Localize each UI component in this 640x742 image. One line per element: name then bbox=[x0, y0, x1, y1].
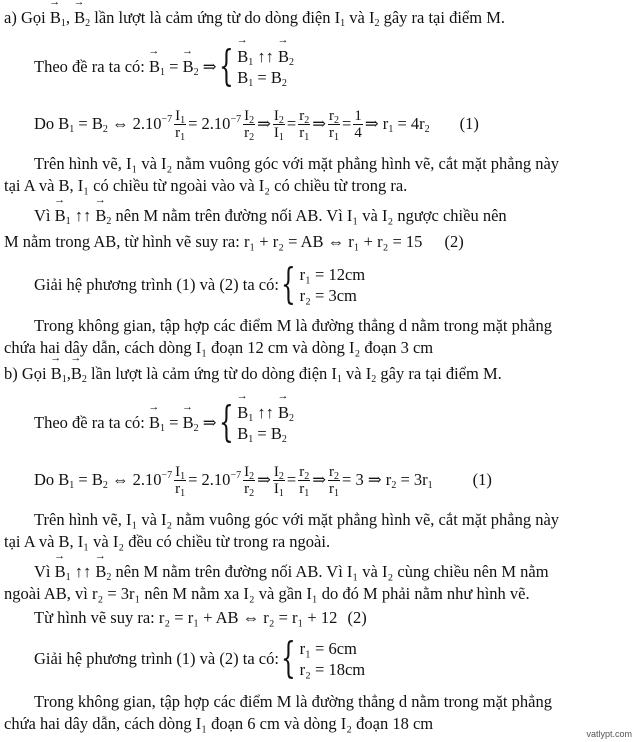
part-a-vi-line1: Vì → $B_1$ ↑↑ → $B_2$ nên M nằm trên đường nối AB. Vì I₁ và I₂ ngược chiều nên bbox=[34, 206, 507, 226]
part-b-conclusion-line2: chứa hai dây dẫn, cách dòng I₁ đoạn 6 cm và dòng I₂ đoạn 18 cm bbox=[4, 714, 434, 733]
part-b-sum: Từ hình vẽ suy ra: r₂ = r₁ + AB ⇔ r₂ = r₁ + 12 (2) bbox=[34, 608, 367, 627]
watermark: vatlypt.com bbox=[586, 729, 632, 739]
part-b-solution-system: { r₁ = 6cm r₂ = 18cm bbox=[280, 633, 366, 682]
part-a-figure-line1: Trên hình vẽ, I₁ và I₂ nằm vuông góc với mặt phẳng hình vẽ, cắt mặt phẳng này bbox=[34, 154, 560, 173]
part-a-solution-system: { r₁ = 12cm r₂ = 3cm bbox=[280, 259, 366, 308]
part-a-given: Theo đề ra ta có: → $B_1$ = → $B_2$ ⇒ { → $B_1$ ↑↑ → $B_2$ $B_1 = B_2$ bbox=[34, 42, 294, 92]
part-b-given-system: { → $B_1$ ↑↑ → $B_2$ $B_1 = B_2$ bbox=[217, 402, 295, 444]
part-b-figure-line1: Trên hình vẽ, I₁ và I₂ nằm vuông góc với mặt phẳng hình vẽ, cắt mặt phẳng này bbox=[34, 510, 560, 529]
part-a-conclusion-line2: chứa hai dây dẫn, cách dòng I₁ đoạn 12 cm và dòng I₂ đoạn 3 cm bbox=[4, 338, 434, 357]
part-b-figure-line2: tại A và B, I₁ và I₂ đều có chiều từ trong ra ngoài. bbox=[4, 532, 331, 551]
part-b-conclusion-line1: Trong không gian, tập hợp các điểm M là đường thẳng d nằm trong mặt phẳng bbox=[34, 692, 552, 711]
part-b-eq-tag: (1) bbox=[472, 470, 492, 489]
part-b-vi-line1: Vì → $B_1$ ↑↑ → $B_2$ nên M nằm trên đường nối AB. Vì I₁ và I₂ cùng chiều nên M nằm bbox=[34, 562, 549, 582]
part-a-vi-line2: M nằm trong AB, từ hình vẽ suy ra: r₁ + r₂ = AB ⇔ r₁ + r₂ = 15 (2) bbox=[4, 232, 464, 251]
part-a-given-system: { → $B_1$ ↑↑ → $B_2$ $B_1 = B_2$ bbox=[217, 46, 295, 88]
part-a-figure-line2: tại A và B, I₁ có chiều từ ngoài vào và I₂ có chiều từ trong ra. bbox=[4, 176, 408, 195]
part-b-vi-line2: ngoài AB, vì r₂ = 3r₁ nên M nằm xa I₂ và gần I₁ do đó M phải nằm như hình vẽ. bbox=[4, 584, 530, 603]
part-b-solution: Giải hệ phương trình (1) và (2) ta có: { r₁ = 6cm r₂ = 18cm bbox=[34, 633, 366, 682]
part-b-intro: b) Gọi → $B_1,\to B_2$ lần lượt là cảm ứng từ do dòng điện $I_1$ và $I_2$ gây ra tại điểm M. bbox=[4, 364, 502, 384]
part-a-intro: a) Gọi → $B_1$, → $B_2$ lần lượt là cảm ứng từ do dòng điện $I_1$ và $I_2$ gây ra tại điểm M. bbox=[4, 8, 505, 28]
part-b-ratio-equation: Do $B_1 = B_2$ ⇔ $2.10^{-7}$ $\frac{I_1}{r_1}$ = $2.10^{-7}$ $\frac{I_2}{r_2}$ ⇒ $\frac{I_2}{I_1}$ = $\frac{r_2}{r_1}$ ⇒ $\frac{r_2}{r_1}$ = 3 ⇒ $r_2 = 3r_1$ (1) bbox=[34, 463, 492, 499]
part-b-given: Theo đề ra ta có: → $B_1$ = → $B_2$ ⇒ { → $B_1$ ↑↑ → $B_2$ $B_1 = B_2$ bbox=[34, 398, 294, 448]
part-a-eq-tag: (1) bbox=[459, 114, 479, 133]
part-a-conclusion-line1: Trong không gian, tập hợp các điểm M là đường thẳng d nằm trong mặt phẳng bbox=[34, 316, 552, 335]
part-a-ratio-equation: Do $B_1 = B_2$ ⇔ $2.10^{-7}$ $\frac{I_1}{r_1}$ = $2.10^{-7}$ $\frac{I_2}{r_2}$ ⇒ $\frac{I_2}{I_1}$ = $\frac{r_2}{r_1}$ ⇒ $\frac{r_2}{r_1}$ = $\frac{1}{4}$ ⇒ $r_1 = 4r_2$ (1) bbox=[34, 107, 479, 143]
part-a-solution: Giải hệ phương trình (1) và (2) ta có: { r₁ = 12cm r₂ = 3cm bbox=[34, 259, 366, 308]
